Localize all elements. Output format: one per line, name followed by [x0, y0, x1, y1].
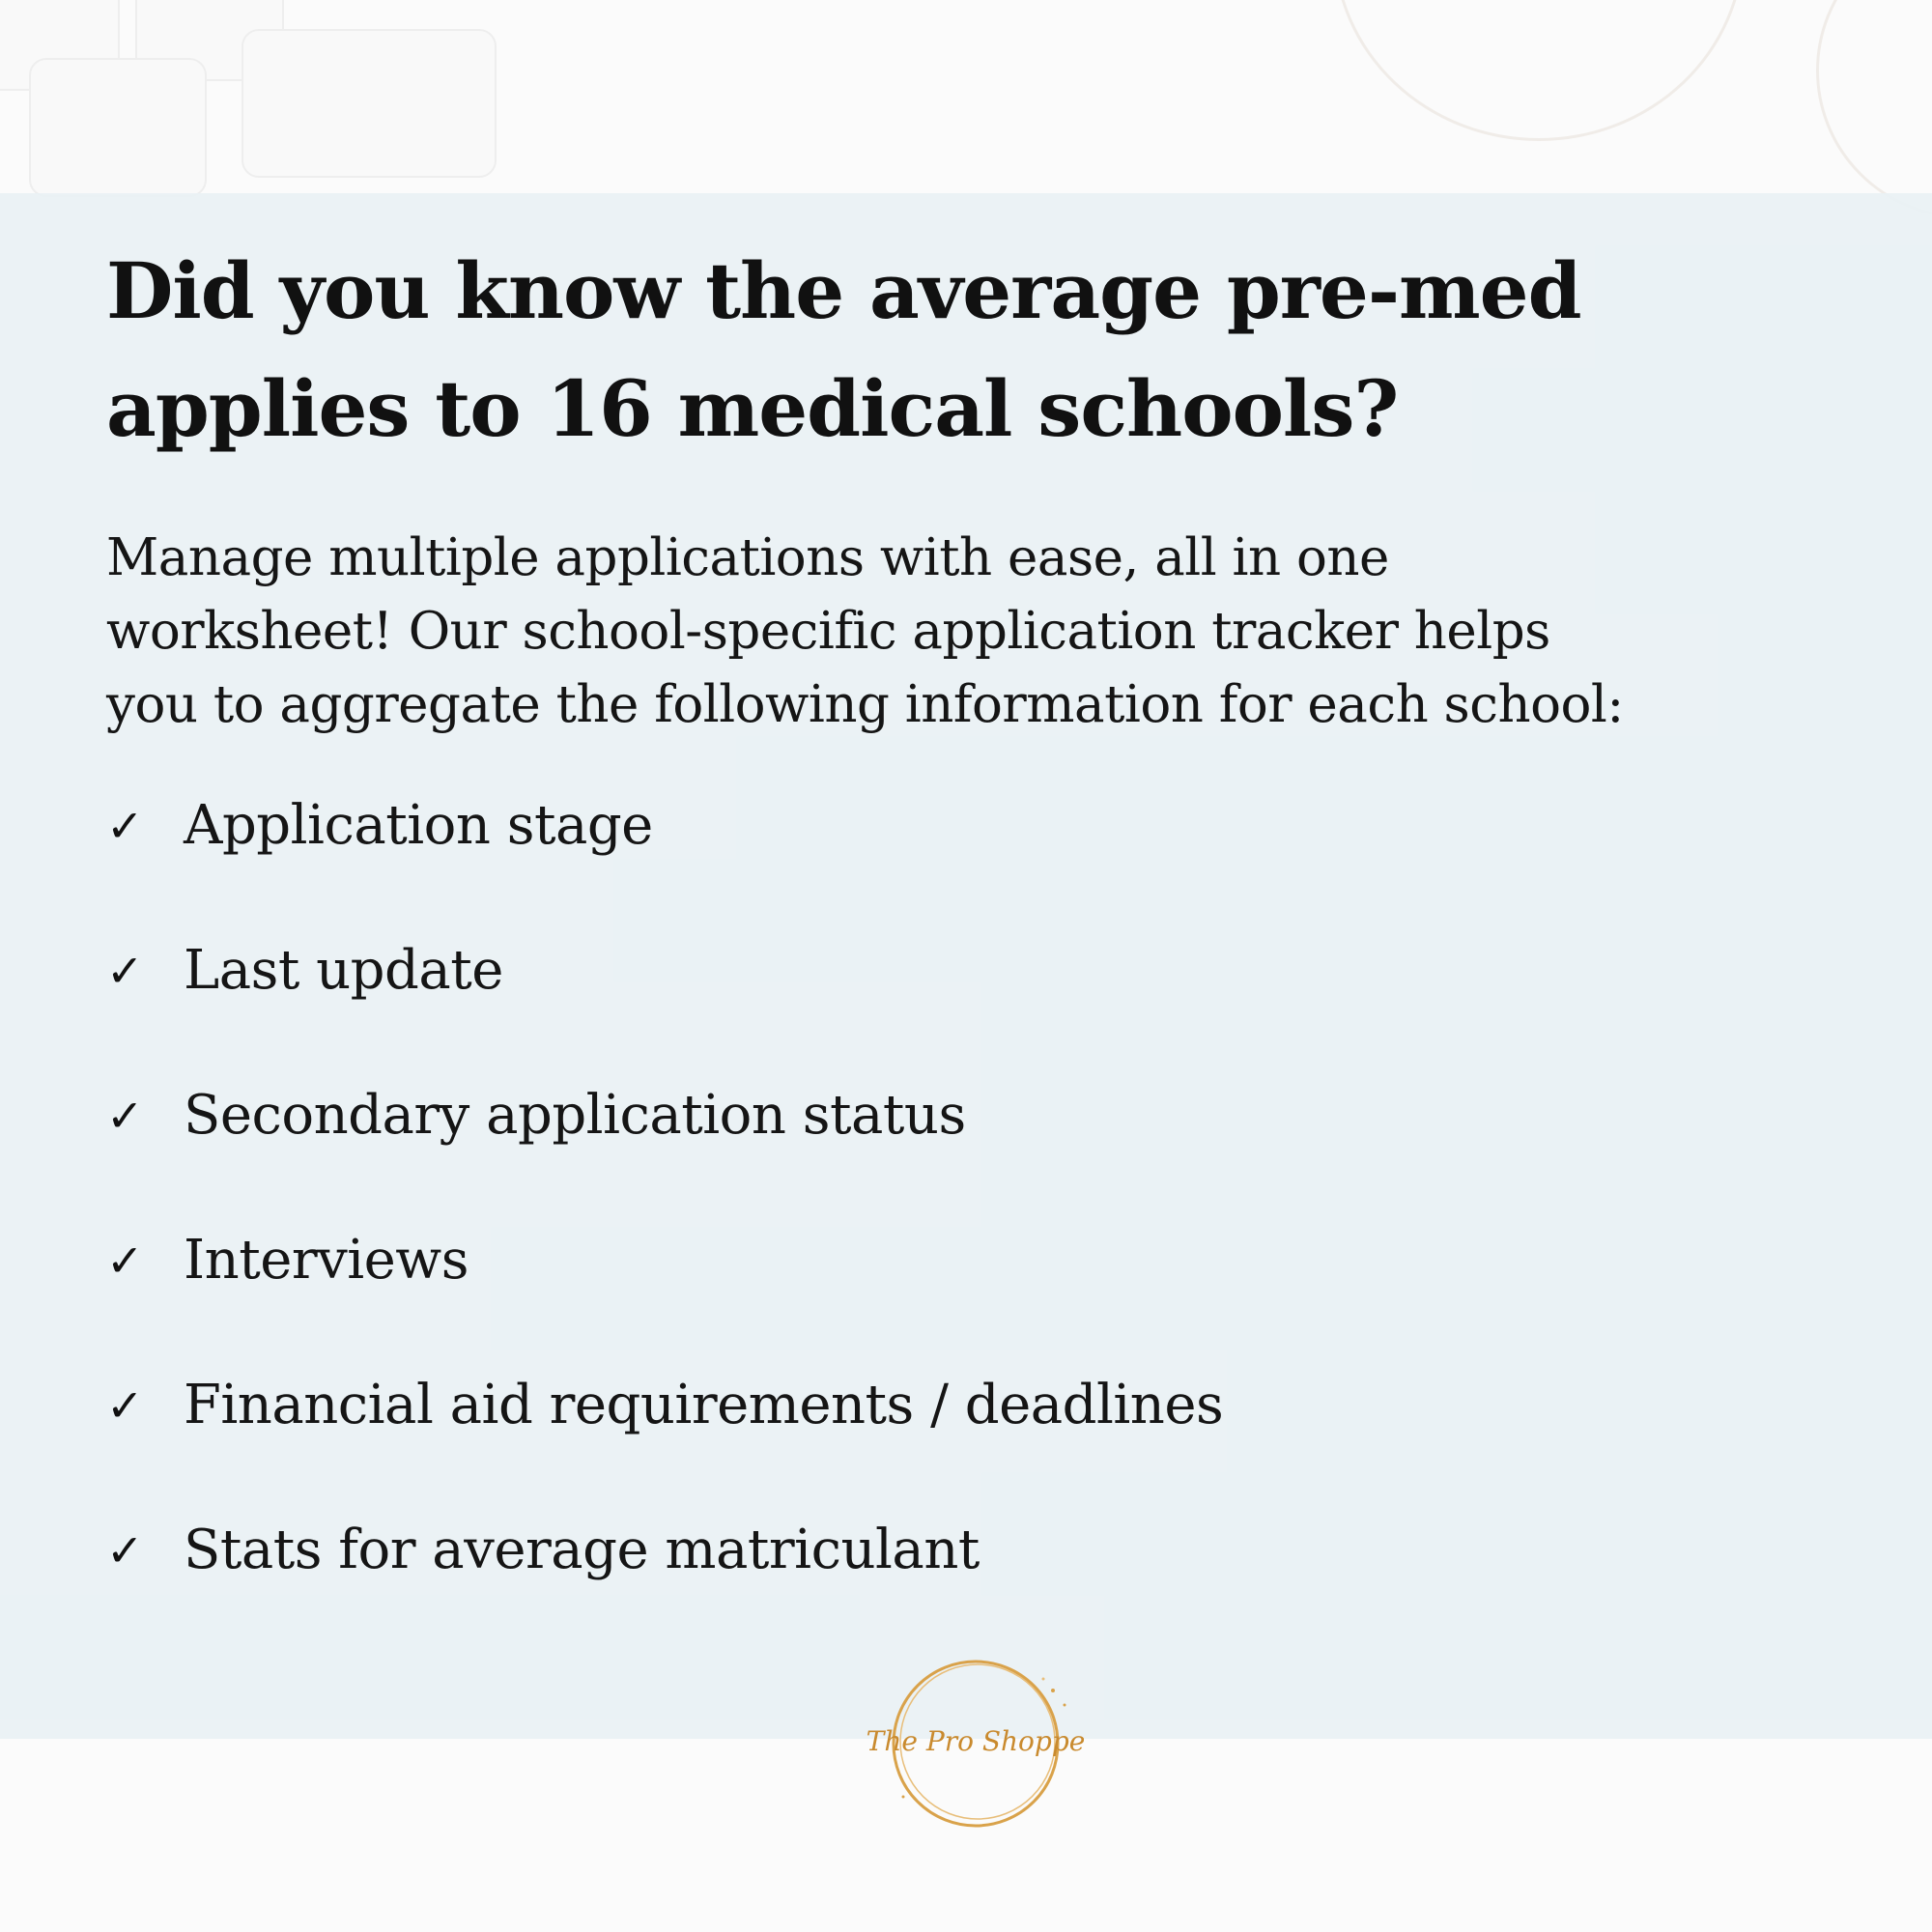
check-icon: ✓ [106, 945, 144, 997]
brand-logo-text: The Pro Shoppe [866, 1725, 1086, 1757]
list-item [106, 1362, 1223, 1507]
brand-logo-mark [860, 1652, 1092, 1835]
headline-line: Did you know the average pre-med [106, 245, 1581, 336]
list-item [106, 927, 1223, 1072]
list-item [106, 1072, 1223, 1217]
check-icon: ✓ [106, 1235, 144, 1287]
list-item-label: Stats for average matriculant [184, 1519, 980, 1581]
list-item-label: Secondary application status [184, 1084, 966, 1147]
glasses-decor [1333, 0, 1745, 141]
list-item [106, 1507, 1223, 1652]
keyboard-key-decor [242, 29, 497, 178]
headline-line: applies to 16 medical schools? [106, 363, 1399, 454]
list-item [106, 782, 1223, 927]
list-item-label: Last update [184, 939, 503, 1002]
check-icon: ✓ [106, 1379, 144, 1432]
list-item-label: Application stage [184, 794, 653, 857]
glasses-decor [1816, 0, 1932, 218]
keyboard-key-decor [29, 58, 207, 197]
list-item-label: Interviews [184, 1229, 469, 1292]
intro-line: you to aggregate the following information for each school: [106, 675, 1624, 734]
check-icon: ✓ [106, 1090, 144, 1142]
brand-logo [860, 1652, 1092, 1835]
check-icon: ✓ [106, 800, 144, 852]
headline [106, 232, 1845, 468]
feature-checklist [106, 782, 1223, 1652]
intro-paragraph [106, 522, 1845, 742]
intro-line: worksheet! Our school-specific application tracker helps [106, 602, 1550, 661]
list-item-label: Financial aid requirements / deadlines [184, 1374, 1224, 1436]
list-item [106, 1217, 1223, 1362]
intro-line: Manage multiple applications with ease, all in one [106, 528, 1389, 587]
check-icon: ✓ [106, 1524, 144, 1577]
